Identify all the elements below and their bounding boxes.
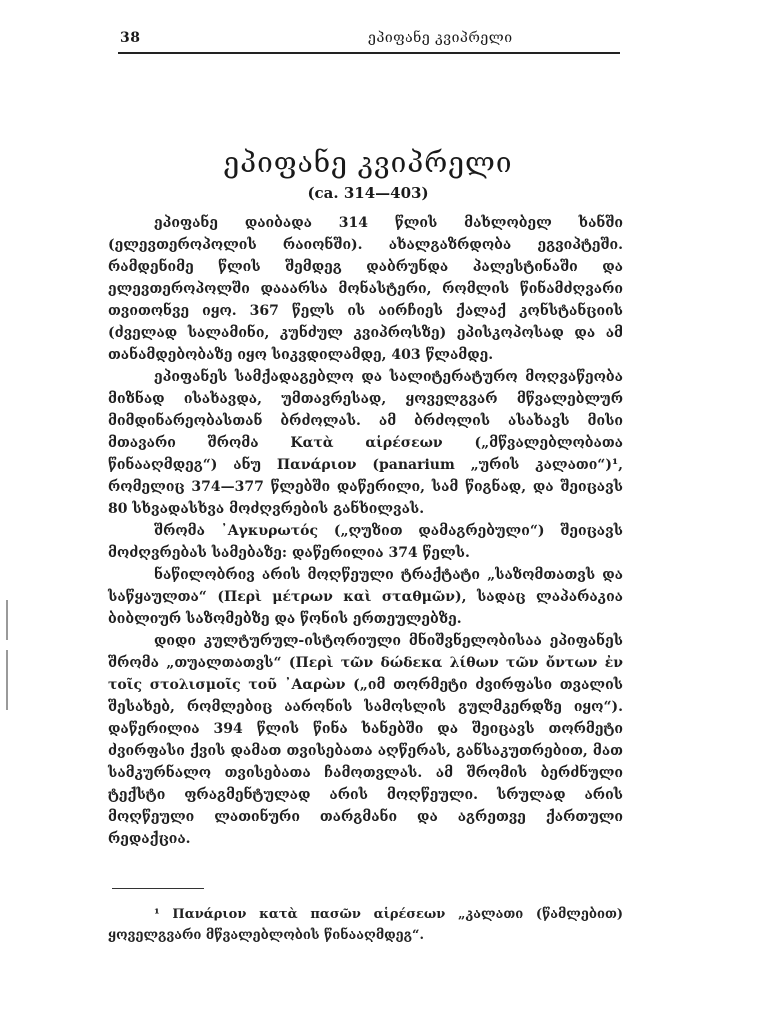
running-head-title: ეპიფანე კვიპრელი bbox=[368, 30, 513, 46]
footnote-divider bbox=[112, 888, 204, 889]
running-head bbox=[118, 28, 618, 50]
article-title: ეპიფანე კვიპრელი bbox=[223, 146, 513, 179]
paragraph: ეპიფანე დაიბადა 314 წლის მახლობელ ხანში (ელევთეროპოლის რაიონში). ახალგაზრდობა ეგვიპტეში. რამდენიმე წლის შემდეგ დაბრუნდა პალესტინაში და ელევთეროპოლში დააარსა მონასტერი, რომლის წინამძღვარი თვითონვე იყო. 367 წელს ის აირჩიეს ქალაქ კონსტანციის (ძველად სალამინი, კუნძულ კვიპროსზე) ეპისკოპოსად და ამ თანამდებობაზე იყო სიკვდილამდე, 403 წლამდე. bbox=[108, 215, 623, 363]
footnote bbox=[108, 904, 623, 946]
scan-artifact bbox=[6, 600, 8, 640]
paragraph: ნაწილობრივ არის მოღწეული ტრაქტატი „საზომთათვს და საწყაულთა“ (Περὶ μέτρων καὶ σταθμῶν), სადაც ლაპარაკია ბიბლიურ საზომებზე და წონის ერთეულებზე. bbox=[108, 567, 623, 627]
paragraph: ეპიფანეს სამქადაგებლო და სალიტერატურო მოღვაწეობა მიზნად ისახავდა, უმთავრესად, ყოველგვარ მწვალებლურ მიმდინარეობასთან ბრძოლას. ამ ბრძოლის ასახავს მისი მთავარი შრომა Κατὰ αἱρέσεων („მწვალებლობათა წინააღმდეგ“) ანუ Πανάριον (panarium „ურის კალათი“)¹, რომელიც 374—377 წლებში დაწერილი, სამ წიგნად, და შეიცავს 80 სხვადასხვა მოძღვრების განხილვას. bbox=[108, 369, 623, 517]
article-dates: (ca. 314—403) bbox=[307, 184, 429, 202]
article-body bbox=[108, 212, 623, 850]
scan-artifact bbox=[6, 650, 8, 710]
paragraph: შრომა ᾿Αγκυρωτός („ღუზით დამაგრებული“) შეიცავს მოძღვრებას სამებაზე: დაწერილია 374 წელს. bbox=[108, 523, 623, 561]
footnote-text: ¹ Πανάριον κατὰ πασῶν αἱρέσεων „კალათი (წამლებით) ყოველგვარი მწვალებლობის წინააღმდეგ“. bbox=[108, 907, 623, 943]
paragraph: დიდი კულტურულ-ისტორიული მნიშვნელობისაა ეპიფანეს შრომა „თუალთათვს“ (Περὶ τῶν δώδεκα λίθων τῶν ὄντων ἐν τοῖς στολισμοῖς τοῦ ᾿Ααρὼν („იმ თორმეტი ძვირფასი თვალის შესახებ, რომლებიც აარონის სამოსლის გულმკერდზე იყო“). დაწერილია 394 წლის წინა ხანებში და შეიცავს თორმეტი ძვირფასი ქვის დამათ თვისებათა აღწერას, განსაკუთრებით, მათ სამკურნალო თვისებათა ჩამოთვლას. ამ შრომის ბერძნული ტექსტი ფრაგმენტულად არის მოღწეული. სრულად არის მოღწეული ლათინური თარგმანი და აგრეთვე ქართული რედაქცია. bbox=[108, 633, 623, 847]
page-number: 38 bbox=[120, 30, 141, 46]
header-divider bbox=[118, 52, 620, 54]
